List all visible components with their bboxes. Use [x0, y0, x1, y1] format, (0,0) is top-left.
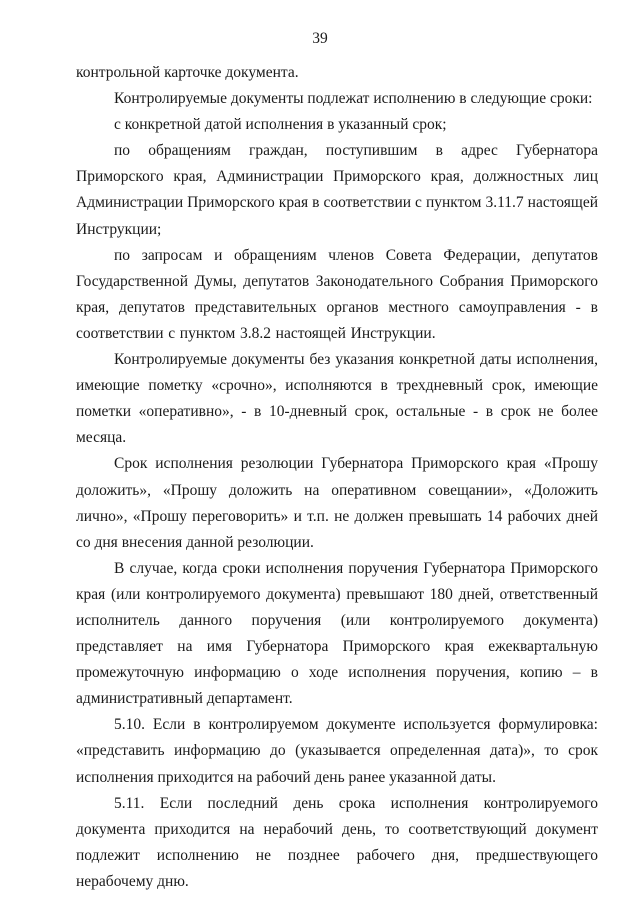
- paragraph-governor-resolution: Срок исполнения резолюции Губернатора Приморского края «Прошу доложить», «Прошу доложить на оперативном совещании», «Доложить лично», «Прошу переговорить» и т.п. не должен превышать 14 рабочих дней со дня внесения данной резолюции.: [76, 455, 598, 551]
- document-body: [76, 60, 598, 895]
- paragraph-long-term-instructions: В случае, когда сроки исполнения поручения Губернатора Приморского края (или контролируемого документа) превышают 180 дней, ответственный исполнитель данного поручения (или контролируемого документа) представляет на имя Губернатора Приморского края ежеквартальную промежуточную информацию о ходе исполнения поручения, копию – в административный департамент.: [76, 559, 598, 708]
- paragraph-federal-requests: по запросам и обращениям членов Совета Федерации, депутатов Государственной Думы, депутатов Законодательного Собрания Приморского края, депутатов представительных органов местного самоуправления - в соответствии с пунктом 3.8.2 настоящей Инструкции.: [76, 246, 598, 342]
- paragraph-deadlines-intro: Контролируемые документы подлежат исполнению в следующие сроки:: [114, 90, 593, 108]
- paragraph-no-date-documents: Контролируемые документы без указания конкретной даты исполнения, имеющие пометку «срочно», исполняются в трехдневный срок, имеющие пометки «оперативно», - в 10-дневный срок, остальные - в срок не более месяца.: [76, 351, 598, 447]
- page-number: 39: [312, 30, 328, 47]
- paragraph-5-11: 5.11. Если последний день срока исполнения контролируемого документа приходится на нерабочий день, то соответствующий документ подлежит исполнению не позднее рабочего дня, предшествующего нерабочему дню.: [76, 794, 598, 890]
- paragraph-5-10: 5.10. Если в контролируемом документе используется формулировка: «представить информацию до (указывается определенная дата)», то срок исполнения приходится на рабочий день ранее указанной даты.: [76, 716, 598, 786]
- paragraph-citizen-appeals: по обращениям граждан, поступившим в адрес Губернатора Приморского края, Администрации Приморского края, должностных лиц Администрации Приморского края в соответствии с пунктом 3.11.7 настоящей Инструкции;: [76, 142, 598, 238]
- paragraph-specific-date: с конкретной датой исполнения в указанный срок;: [114, 116, 447, 134]
- paragraph-continuation: контрольной карточке документа.: [76, 64, 299, 81]
